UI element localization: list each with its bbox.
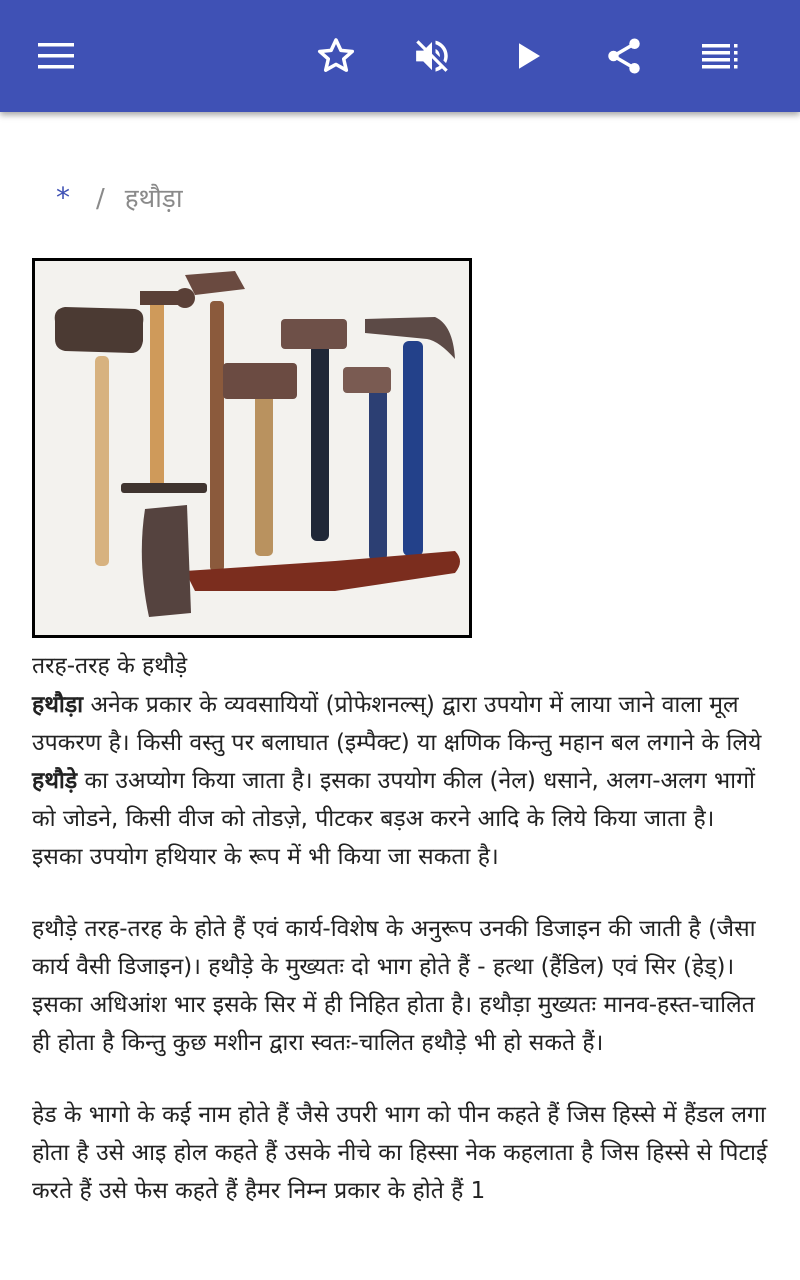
table-of-contents-icon bbox=[700, 41, 740, 71]
hammers-image[interactable] bbox=[32, 258, 472, 638]
article-text: अनेक प्रकार के व्यवसायियों (प्रोफेशनल्स्) द्वारा उपयोग में लाया जाने वाला मूल उपकरण है। किसी वस्तु पर बलाघात (इम्पैक्ट) या क्षणिक किन्तु महान बल लगाने के लिये bbox=[32, 692, 762, 756]
article-bold-term: हथौड़े bbox=[32, 768, 78, 794]
article-paragraph: हेड के भागो के कई नाम होते हैं जैसे उपरी भाग को पीन कहते हैं जिस हिस्से में हैंडल लगा होता है उसे आइ होल कहते हैं उसके नीचे का हिस्सा नेक कहलाता है जिस हिस्से से पिटाई करते हैं उसे फेस कहते हैं हैमर निम्न प्रकार के होते हैं 1 bbox=[32, 1102, 768, 1204]
breadcrumb-separator: / bbox=[96, 184, 105, 214]
app-toolbar bbox=[0, 0, 800, 112]
menu-button[interactable] bbox=[28, 28, 84, 84]
bookmark-button[interactable] bbox=[308, 28, 364, 84]
share-icon bbox=[603, 35, 645, 77]
hamburger-menu-icon bbox=[36, 41, 76, 71]
article-text: का उअप्योग किया जाता है। इसका उपयोग कील (नेल) धसाने, अलग-अलग भागों को जोडने, किसी वीज को तोडज़े, पीटकर बड़अ करने आदि के लिये किया जाता है। इसका उपयोग हथियार के रूप में भी किया जा सकता है। bbox=[32, 768, 756, 870]
share-button[interactable] bbox=[596, 28, 652, 84]
image-caption: तरह-तरह के हथौड़े bbox=[32, 653, 188, 679]
article-paragraph bbox=[32, 686, 772, 876]
breadcrumb-home-link[interactable]: * bbox=[56, 181, 70, 214]
play-icon bbox=[510, 38, 546, 74]
volume-off-icon bbox=[411, 35, 453, 77]
table-of-contents-button[interactable] bbox=[692, 28, 748, 84]
article-body bbox=[32, 686, 772, 1244]
article-bold-term: हथौड़ा bbox=[32, 692, 84, 718]
play-button[interactable] bbox=[500, 28, 556, 84]
breadcrumb-current: हथौड़ा bbox=[124, 184, 183, 214]
mute-button[interactable] bbox=[404, 28, 460, 84]
article-paragraph: हथौड़े तरह-तरह के होते हैं एवं कार्य-विशेष के अनुरूप उनकी डिजाइन की जाती है (जैसा कार्य वैसी डिजाइन)। हथौड़े के मुख्यतः दो भाग होते हैं - हत्था (हैंडिल) एवं सिर (हेड्)। इसका अधिआंश भार इसके सिर में ही निहित होता है। हथौड़ा मुख्यतः मानव-हस्त-चालित ही होता है किन्तु कुछ मशीन द्वारा स्वतः-चालित हथौड़े भी हो सकते हैं। bbox=[32, 916, 756, 1056]
star-outline-icon bbox=[315, 35, 357, 77]
breadcrumb bbox=[56, 176, 183, 220]
